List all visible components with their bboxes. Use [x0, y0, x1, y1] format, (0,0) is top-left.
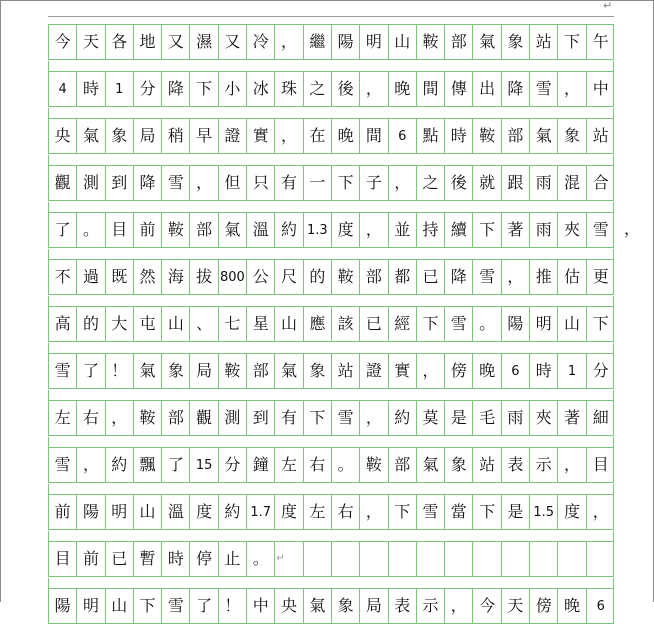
grid-cell[interactable]: 右: [332, 495, 360, 529]
grid-cell[interactable]: 莫: [417, 401, 445, 435]
grid-cell[interactable]: ，: [502, 260, 530, 294]
grid-cell[interactable]: 測: [219, 401, 247, 435]
grid-cell[interactable]: [389, 542, 417, 576]
grid-cell[interactable]: 傍: [530, 589, 558, 623]
grid-cell[interactable]: 陽: [502, 307, 530, 341]
grid-cell[interactable]: 小: [219, 72, 247, 106]
grid-cell[interactable]: 鞍: [417, 25, 445, 59]
grid-cell[interactable]: 之: [304, 72, 332, 106]
grid-cell[interactable]: 暫: [134, 542, 162, 576]
grid-cell[interactable]: 氣: [473, 25, 501, 59]
grid-cell[interactable]: 表: [389, 589, 417, 623]
grid-cell[interactable]: 雪: [332, 401, 360, 435]
grid-row: [48, 71, 614, 107]
grid-cell[interactable]: 示: [530, 448, 558, 482]
grid-cell[interactable]: 局: [190, 354, 218, 388]
grid-cell[interactable]: ，: [77, 448, 105, 482]
grid-cell[interactable]: ，: [417, 354, 445, 388]
grid-cell[interactable]: 高: [49, 307, 77, 341]
grid-cell[interactable]: 時: [162, 542, 190, 576]
grid-cell[interactable]: 明: [77, 589, 105, 623]
grid-cell[interactable]: 示: [417, 589, 445, 623]
grid-cell[interactable]: 已: [417, 260, 445, 294]
grid-cell[interactable]: 雪: [417, 495, 445, 529]
grid-cell[interactable]: 只: [247, 166, 275, 200]
grid-row: [48, 24, 614, 60]
grid-cell[interactable]: 約: [106, 448, 134, 482]
grid-cell[interactable]: 的: [304, 260, 332, 294]
grid-cell[interactable]: ，: [592, 502, 609, 521]
paragraph-mark-icon: ↵: [276, 553, 285, 564]
grid-cell[interactable]: 不: [49, 260, 77, 294]
grid-cell[interactable]: ，: [360, 401, 388, 435]
grid-cell[interactable]: 冰: [247, 72, 275, 106]
grid-cell[interactable]: 降: [445, 260, 473, 294]
grid-cell[interactable]: 站: [530, 25, 558, 59]
grid-cell[interactable]: 度: [190, 495, 218, 529]
grid-cell[interactable]: 4: [49, 72, 77, 106]
grid-row: [48, 447, 614, 483]
grid-cell[interactable]: 的: [77, 307, 105, 341]
grid-cell[interactable]: 氣: [417, 448, 445, 482]
grid-cell[interactable]: 央: [275, 589, 303, 623]
grid-cell[interactable]: 天: [77, 25, 105, 59]
grid-cell[interactable]: 在: [304, 119, 332, 153]
grid-cell[interactable]: 左: [49, 401, 77, 435]
grid-cell[interactable]: 1.5: [530, 495, 558, 529]
grid-cell[interactable]: ！: [106, 354, 134, 388]
grid-cell[interactable]: 午: [592, 32, 609, 51]
grid-cell[interactable]: 地: [134, 25, 162, 59]
grid-cell[interactable]: 了: [162, 448, 190, 482]
grid-cell[interactable]: 下: [473, 495, 501, 529]
grid-row: [48, 541, 614, 577]
grid-cell[interactable]: 應: [304, 307, 332, 341]
grid-cell[interactable]: 星: [247, 307, 275, 341]
grid-cell[interactable]: 晚: [332, 119, 360, 153]
grid-cell[interactable]: 是: [445, 401, 473, 435]
grid-cell[interactable]: 6: [389, 119, 417, 153]
grid-cell[interactable]: 都: [389, 260, 417, 294]
grid-cell[interactable]: 稍: [162, 119, 190, 153]
grid-cell[interactable]: 屯: [134, 307, 162, 341]
grid-cell[interactable]: 山: [389, 25, 417, 59]
grid-cell[interactable]: 混: [558, 166, 586, 200]
grid-cell[interactable]: 度: [558, 495, 586, 529]
grid-cell[interactable]: [473, 542, 501, 576]
grid-cell[interactable]: 降: [134, 166, 162, 200]
grid-cell[interactable]: 雪: [530, 72, 558, 106]
grid-cell[interactable]: 證: [360, 354, 388, 388]
grid-cell[interactable]: 6: [502, 354, 530, 388]
grid-cell[interactable]: 象: [304, 354, 332, 388]
grid-cell[interactable]: 出: [473, 72, 501, 106]
grid-cell[interactable]: 雨: [530, 166, 558, 200]
grid-cell[interactable]: 約: [389, 401, 417, 435]
grid-cell[interactable]: 然: [134, 260, 162, 294]
grid-cell[interactable]: 象: [445, 448, 473, 482]
grid-cell[interactable]: 6: [596, 598, 605, 614]
grid-cell[interactable]: 象: [502, 25, 530, 59]
grid-cell[interactable]: 中: [592, 79, 609, 98]
grid-cell[interactable]: 站: [473, 448, 501, 482]
grid-cell[interactable]: 局: [360, 589, 388, 623]
grid-cell[interactable]: 公: [247, 260, 275, 294]
grid-cell[interactable]: 下: [473, 213, 501, 247]
grid-cell[interactable]: 到: [247, 401, 275, 435]
grid-cell[interactable]: 氣: [134, 354, 162, 388]
grid-cell[interactable]: 氣: [77, 119, 105, 153]
grid-cell[interactable]: 山: [134, 495, 162, 529]
grid-cell[interactable]: 陽: [77, 495, 105, 529]
grid-cell[interactable]: 海: [162, 260, 190, 294]
grid-cell[interactable]: 著: [502, 213, 530, 247]
grid-cell[interactable]: 停: [190, 542, 218, 576]
grid-cell[interactable]: 濕: [190, 25, 218, 59]
grid-cell[interactable]: 約: [219, 495, 247, 529]
grid-cell[interactable]: 雨: [530, 213, 558, 247]
grid-cell[interactable]: 鞍: [219, 354, 247, 388]
grid-cell[interactable]: 度: [275, 495, 303, 529]
grid-cell[interactable]: 降: [502, 72, 530, 106]
grid-cell[interactable]: 了: [77, 354, 105, 388]
grid-cell[interactable]: 明: [530, 307, 558, 341]
grid-cell[interactable]: 時: [77, 72, 105, 106]
grid-cell[interactable]: 下: [190, 72, 218, 106]
grid-cell[interactable]: ，: [275, 25, 303, 59]
grid-cell[interactable]: 雪: [49, 448, 77, 482]
grid-cell[interactable]: 前: [134, 213, 162, 247]
grid-cell[interactable]: 。: [247, 542, 275, 576]
grid-cell[interactable]: 今: [49, 25, 77, 59]
grid-cell[interactable]: 止: [219, 542, 247, 576]
grid-cell[interactable]: 度: [332, 213, 360, 247]
grid-row: [48, 118, 614, 154]
grid-cell[interactable]: [417, 542, 445, 576]
grid-cell[interactable]: 又: [162, 25, 190, 59]
grid-cell[interactable]: 部: [247, 354, 275, 388]
grid-cell[interactable]: [332, 542, 360, 576]
grid-cell[interactable]: 傍: [445, 354, 473, 388]
grid-cell[interactable]: 到: [106, 166, 134, 200]
grid-cell[interactable]: 山: [106, 589, 134, 623]
grid-cell[interactable]: 雪: [592, 220, 609, 239]
grid-cell[interactable]: 明: [106, 495, 134, 529]
grid-cell[interactable]: 鞍: [473, 119, 501, 153]
grid-cell[interactable]: 雨: [502, 401, 530, 435]
grid-cell[interactable]: 冷: [247, 25, 275, 59]
grid-cell[interactable]: 測: [77, 166, 105, 200]
grid-cell[interactable]: 下: [389, 495, 417, 529]
grid-cell[interactable]: 1.7: [247, 495, 275, 529]
grid-cell[interactable]: 雪: [162, 589, 190, 623]
grid-cell[interactable]: 陽: [332, 25, 360, 59]
grid-cell[interactable]: 部: [360, 260, 388, 294]
grid-cell[interactable]: 。: [473, 307, 501, 341]
grid-cell[interactable]: 該: [332, 307, 360, 341]
grid-cell[interactable]: 氣: [219, 213, 247, 247]
grid-cell[interactable]: 是: [502, 495, 530, 529]
grid-cell[interactable]: ，: [190, 166, 218, 200]
grid-cell[interactable]: 分: [134, 72, 162, 106]
grid-cell[interactable]: 就: [473, 166, 501, 200]
grid-cell[interactable]: 飄: [134, 448, 162, 482]
grid-cell[interactable]: 央: [49, 119, 77, 153]
grid-cell[interactable]: 珠: [275, 72, 303, 106]
grid-cell[interactable]: 15: [190, 448, 218, 482]
grid-cell[interactable]: 既: [106, 260, 134, 294]
grid-cell[interactable]: 續: [445, 213, 473, 247]
grid-row: [48, 306, 614, 342]
grid-cell[interactable]: 有: [275, 166, 303, 200]
window-left-border: [0, 0, 1, 602]
grid-cell[interactable]: 觀: [49, 166, 77, 200]
grid-cell[interactable]: 當: [445, 495, 473, 529]
grid-cell[interactable]: 右: [77, 401, 105, 435]
grid-cell[interactable]: 下: [558, 25, 586, 59]
grid-cell[interactable]: 今: [473, 589, 501, 623]
grid-cell[interactable]: 下: [134, 589, 162, 623]
grid-cell[interactable]: 時: [445, 119, 473, 153]
grid-cell[interactable]: 七: [219, 307, 247, 341]
grid-row: [48, 353, 614, 389]
grid-cell[interactable]: 雪: [473, 260, 501, 294]
grid-cell[interactable]: 各: [106, 25, 134, 59]
grid-cell[interactable]: 後: [445, 166, 473, 200]
grid-row: [48, 165, 614, 201]
grid-cell[interactable]: 中: [247, 589, 275, 623]
grid-cell[interactable]: 鞍: [332, 260, 360, 294]
grid-cell[interactable]: 合: [592, 173, 609, 192]
grid-cell[interactable]: 雪: [49, 354, 77, 388]
grid-cell[interactable]: 1: [558, 354, 586, 388]
grid-cell[interactable]: 1: [106, 72, 134, 106]
grid-cell[interactable]: 細: [592, 408, 609, 427]
grid-cell[interactable]: 雪: [162, 166, 190, 200]
grid-cell[interactable]: ，: [445, 589, 473, 623]
grid-cell[interactable]: 象: [162, 354, 190, 388]
grid-cell[interactable]: 降: [162, 72, 190, 106]
grid-cell[interactable]: 1.3: [304, 213, 332, 247]
grid-cell[interactable]: 氣: [304, 589, 332, 623]
grid-cell[interactable]: 。: [77, 213, 105, 247]
grid-cell[interactable]: 陽: [49, 589, 77, 623]
grid-cell[interactable]: 部: [445, 25, 473, 59]
grid-cell[interactable]: 部: [502, 119, 530, 153]
grid-cell[interactable]: 更: [592, 267, 609, 286]
grid-cell[interactable]: 鞍: [162, 213, 190, 247]
grid-cell[interactable]: [587, 542, 615, 576]
grid-cell[interactable]: 又: [219, 25, 247, 59]
grid-cell[interactable]: 前: [77, 542, 105, 576]
grid-cell[interactable]: 左: [275, 448, 303, 482]
grid-row: [48, 494, 614, 530]
grid-cell[interactable]: 象: [332, 589, 360, 623]
grid-cell[interactable]: 下: [417, 307, 445, 341]
grid-row: [48, 400, 614, 436]
grid-cell[interactable]: ！: [219, 589, 247, 623]
grid-cell[interactable]: 象: [558, 119, 586, 153]
grid-cell[interactable]: 右: [304, 448, 332, 482]
grid-cell[interactable]: 夾: [558, 213, 586, 247]
grid-cell[interactable]: [445, 542, 473, 576]
grid-cell[interactable]: 目: [592, 455, 609, 474]
grid-cell[interactable]: 並: [389, 213, 417, 247]
grid-cell[interactable]: 明: [360, 25, 388, 59]
grid-cell[interactable]: 晚: [473, 354, 501, 388]
grid-cell[interactable]: 了: [49, 213, 77, 247]
grid-cell[interactable]: 左: [304, 495, 332, 529]
grid-cell[interactable]: 時: [530, 354, 558, 388]
grid-cell[interactable]: 點: [417, 119, 445, 153]
grid-cell[interactable]: 晚: [389, 72, 417, 106]
grid-cell[interactable]: 傳: [445, 72, 473, 106]
grid-cell[interactable]: 溫: [247, 213, 275, 247]
grid-cell[interactable]: 間: [360, 119, 388, 153]
grid-row: [48, 588, 614, 624]
grid-cell[interactable]: 目: [49, 542, 77, 576]
grid-cell[interactable]: 有: [275, 401, 303, 435]
grid-row: [48, 259, 614, 295]
grid-cell[interactable]: 實: [247, 119, 275, 153]
grid-cell[interactable]: 已: [106, 542, 134, 576]
grid-cell[interactable]: 下: [332, 166, 360, 200]
grid-cell[interactable]: 跟: [502, 166, 530, 200]
grid-cell[interactable]: ，: [106, 401, 134, 435]
grid-cell[interactable]: 下: [592, 314, 609, 333]
grid-cell[interactable]: 氣: [275, 354, 303, 388]
grid-cell[interactable]: 之: [417, 166, 445, 200]
grid-cell[interactable]: 夾: [530, 401, 558, 435]
grid-cell[interactable]: 估: [558, 260, 586, 294]
grid-cell[interactable]: 局: [134, 119, 162, 153]
grid-cell[interactable]: 著: [558, 401, 586, 435]
grid-cell[interactable]: ，: [275, 119, 303, 153]
grid-cell[interactable]: 山: [275, 307, 303, 341]
grid-cell[interactable]: 鞍: [360, 448, 388, 482]
grid-cell[interactable]: 間: [417, 72, 445, 106]
grid-cell[interactable]: 推: [530, 260, 558, 294]
grid-cell[interactable]: 過: [77, 260, 105, 294]
grid-cell[interactable]: 了: [190, 589, 218, 623]
grid-cell[interactable]: 目: [106, 213, 134, 247]
grid-cell[interactable]: 雪: [445, 307, 473, 341]
grid-cell[interactable]: ，: [360, 213, 388, 247]
overflow-punctuation: ，: [624, 219, 641, 238]
paragraph-mark-icon: ↵: [603, 0, 613, 12]
grid-cell[interactable]: 晚: [558, 589, 586, 623]
grid-cell[interactable]: 天: [502, 589, 530, 623]
grid-cell[interactable]: 部: [389, 448, 417, 482]
grid-cell[interactable]: 鞍: [134, 401, 162, 435]
window-top-border: [0, 0, 654, 1]
grid-cell[interactable]: [502, 542, 530, 576]
grid-cell[interactable]: 部: [190, 213, 218, 247]
grid-cell[interactable]: [304, 542, 332, 576]
grid-cell[interactable]: 。: [332, 448, 360, 482]
grid-cell[interactable]: 但: [219, 166, 247, 200]
grid-cell[interactable]: 溫: [162, 495, 190, 529]
grid-cell[interactable]: [360, 542, 388, 576]
grid-cell[interactable]: 大: [106, 307, 134, 341]
grid-cell[interactable]: 站: [332, 354, 360, 388]
grid-row: [48, 212, 614, 248]
grid-cell[interactable]: 、: [190, 307, 218, 341]
grid-cell[interactable]: 800: [219, 260, 247, 294]
grid-cell[interactable]: 鐘: [247, 448, 275, 482]
grid-cell[interactable]: 證: [219, 119, 247, 153]
grid-cell[interactable]: 分: [592, 361, 609, 380]
grid-cell[interactable]: 尺: [275, 260, 303, 294]
grid-cell[interactable]: 繼: [304, 25, 332, 59]
grid-cell[interactable]: 站: [592, 126, 609, 145]
grid-cell[interactable]: 氣: [530, 119, 558, 153]
grid-cell[interactable]: 前: [49, 495, 77, 529]
grid-cell[interactable]: 毛: [473, 401, 501, 435]
grid-cell[interactable]: 持: [417, 213, 445, 247]
grid-cell[interactable]: 經: [389, 307, 417, 341]
grid-cell[interactable]: 實: [389, 354, 417, 388]
grid-cell[interactable]: ，: [360, 72, 388, 106]
grid-cell[interactable]: ，: [389, 166, 417, 200]
grid-cell[interactable]: 下: [304, 401, 332, 435]
grid-cell[interactable]: [275, 542, 303, 576]
grid-cell[interactable]: [558, 542, 586, 576]
grid-cell[interactable]: 象: [106, 119, 134, 153]
grid-cell[interactable]: 子: [360, 166, 388, 200]
grid-cell[interactable]: 山: [558, 307, 586, 341]
grid-cell[interactable]: 早: [190, 119, 218, 153]
grid-cell[interactable]: 後: [332, 72, 360, 106]
grid-cell[interactable]: 約: [275, 213, 303, 247]
grid-cell[interactable]: 已: [360, 307, 388, 341]
grid-cell[interactable]: ，: [360, 495, 388, 529]
grid-cell[interactable]: 分: [219, 448, 247, 482]
grid-cell[interactable]: ，: [558, 72, 586, 106]
grid-cell[interactable]: 觀: [190, 401, 218, 435]
page-top-rule: [48, 16, 614, 17]
grid-cell[interactable]: 表: [502, 448, 530, 482]
grid-cell[interactable]: ，: [558, 448, 586, 482]
grid-cell[interactable]: 一: [304, 166, 332, 200]
grid-cell[interactable]: 部: [162, 401, 190, 435]
grid-cell[interactable]: 山: [162, 307, 190, 341]
grid-cell[interactable]: 拔: [190, 260, 218, 294]
grid-cell[interactable]: [530, 542, 558, 576]
